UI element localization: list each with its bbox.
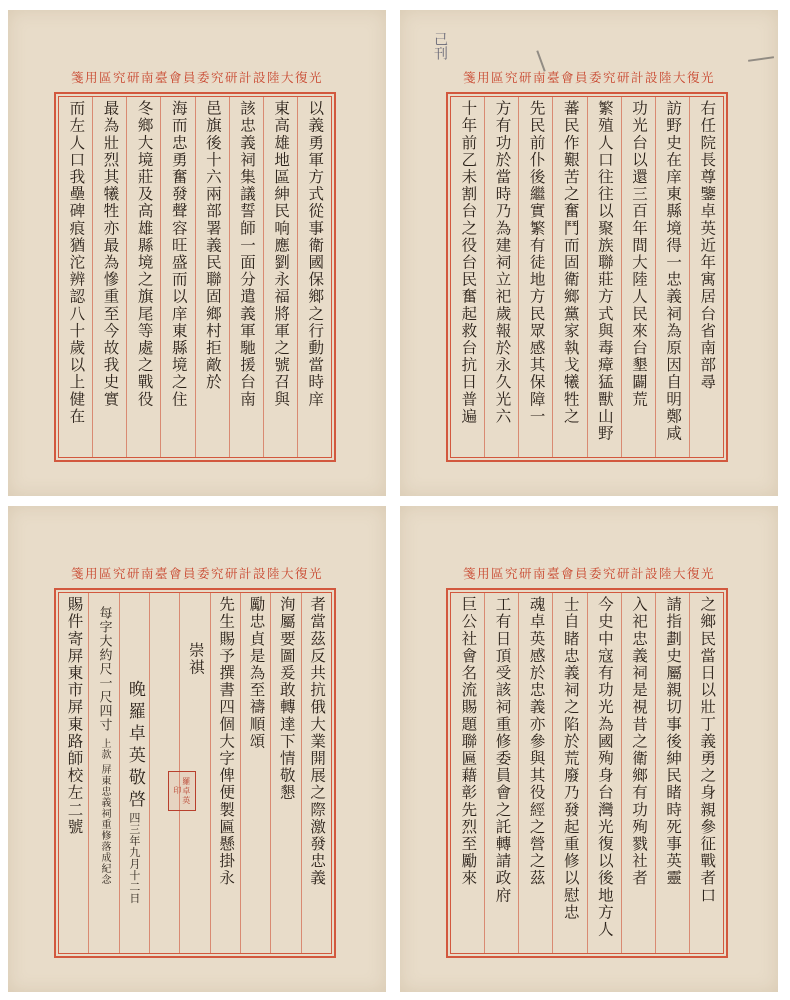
text-column: 先生賜予撰書四個大字俾便製匾懸掛永 bbox=[210, 593, 240, 953]
text-column: 今史中寇有功光為國殉身台灣光復以後地方人 bbox=[587, 593, 621, 953]
text-column: 海而忠勇奮發聲容旺盛而以庠東縣境之住 bbox=[160, 97, 194, 457]
text-column: 東高雄地區紳民响應劉永福將軍之號召與 bbox=[263, 97, 297, 457]
text-column: 入祀忠義祠是視昔之衛鄉有功殉戮社者 bbox=[621, 593, 655, 953]
text-column: 勵忠貞是為至禱順頌 bbox=[240, 593, 270, 953]
text-column: 最為壯烈其犧牲亦最為慘重至今故我史實 bbox=[92, 97, 126, 457]
text-column: 洵屬要圖爰敢轉達下情敬懇 bbox=[270, 593, 300, 953]
text-column: 冬鄉大境莊及高雄縣境之旗尾等處之戰役 bbox=[126, 97, 160, 457]
text-column: 之鄉民當日以壯丁義勇之身親參征戰者口 bbox=[689, 593, 723, 953]
archive-note: 己刊 bbox=[432, 32, 448, 60]
letterhead: 光復大陸設計研究委員會臺南研究區用箋 bbox=[70, 566, 323, 581]
text-column: 巨公社會名流賜題聯匾藉彰先烈至勵來 bbox=[459, 596, 478, 887]
text-column: 者當茲反共抗俄大業開展之際激發忠義 bbox=[301, 593, 331, 953]
letter-frame bbox=[54, 92, 336, 462]
letterhead: 光復大陸設計研究委員會臺南研究區用箋 bbox=[70, 70, 323, 85]
letterhead: 光復大陸設計研究委員會臺南研究區用箋 bbox=[462, 70, 715, 85]
text-column: 而左人口我壘碑痕猶沱辨認八十歲以上健在 bbox=[67, 100, 86, 425]
signature: 晚羅卓英敬啓 bbox=[124, 680, 145, 812]
letter-frame bbox=[446, 92, 728, 462]
text-column: 請指劃史屬親切事後紳民睹時死事英靈 bbox=[655, 593, 689, 953]
pencil-mark bbox=[748, 56, 774, 61]
text-column: 該忠義祠集議誓師一面分遣義軍馳援台南 bbox=[229, 97, 263, 457]
closing-salutation: 崇祺 bbox=[179, 593, 209, 953]
text-column: 方有功於當時乃為建祠立祀歲報於永久光六 bbox=[484, 97, 518, 457]
red-seal: 羅卓英印 bbox=[168, 771, 196, 811]
letter-page-4 bbox=[400, 506, 778, 992]
text-column: 十年前乙未割台之役台民奮起救台抗日普遍 bbox=[459, 100, 478, 425]
letter-page-1 bbox=[8, 10, 386, 496]
letter-page-3 bbox=[8, 506, 386, 992]
text-column: 繁殖人口往往以聚族聯莊方式與毒瘴猛獸山野 bbox=[587, 97, 621, 457]
letter-frame bbox=[446, 588, 728, 958]
size-note-column: 每字大約尺一尺四寸 上款 屏東忠義祠重修落成紀念 bbox=[88, 593, 118, 953]
text-column: 蕃民作艱苦之奮鬥而固衛鄉黨家執戈犧牲之 bbox=[552, 97, 586, 457]
text-column: 邑旗後十六兩部署義民聯固鄉村拒敵於 bbox=[195, 97, 229, 457]
signature-column bbox=[119, 593, 191, 953]
text-column: 右任院長尊鑒卓英近年寓居台省南部尋 bbox=[689, 97, 723, 457]
text-column: 士自睹忠義祠之陷於荒廢乃發起重修以慰忠 bbox=[552, 593, 586, 953]
text-column: 魂卓英感於忠義亦參與其役經之營之茲 bbox=[518, 593, 552, 953]
letter-frame bbox=[54, 588, 336, 958]
letter-page-2 bbox=[400, 10, 778, 496]
dedication-note: 上款 屏東忠義祠重修落成紀念 bbox=[99, 738, 111, 886]
letter-date: 四三年九月十二日 bbox=[127, 812, 141, 904]
text-column: 賜件寄屏東市屏東路師校左二號 bbox=[65, 596, 84, 836]
text-column: 工有日頂受該祠重修委員會之託轉請政府 bbox=[484, 593, 518, 953]
text-column: 以義勇軍方式從事衛國保鄉之行動當時庠 bbox=[297, 97, 331, 457]
text-column: 功光台以還三百年間大陸人民來台墾闢荒 bbox=[621, 97, 655, 457]
text-column: 先民前仆後繼實繁有徒地方民眾感其保障一 bbox=[518, 97, 552, 457]
text-column: 訪野史在庠東縣境得一忠義祠為原因自明鄭咸 bbox=[655, 97, 689, 457]
letterhead: 光復大陸設計研究委員會臺南研究區用箋 bbox=[462, 566, 715, 581]
